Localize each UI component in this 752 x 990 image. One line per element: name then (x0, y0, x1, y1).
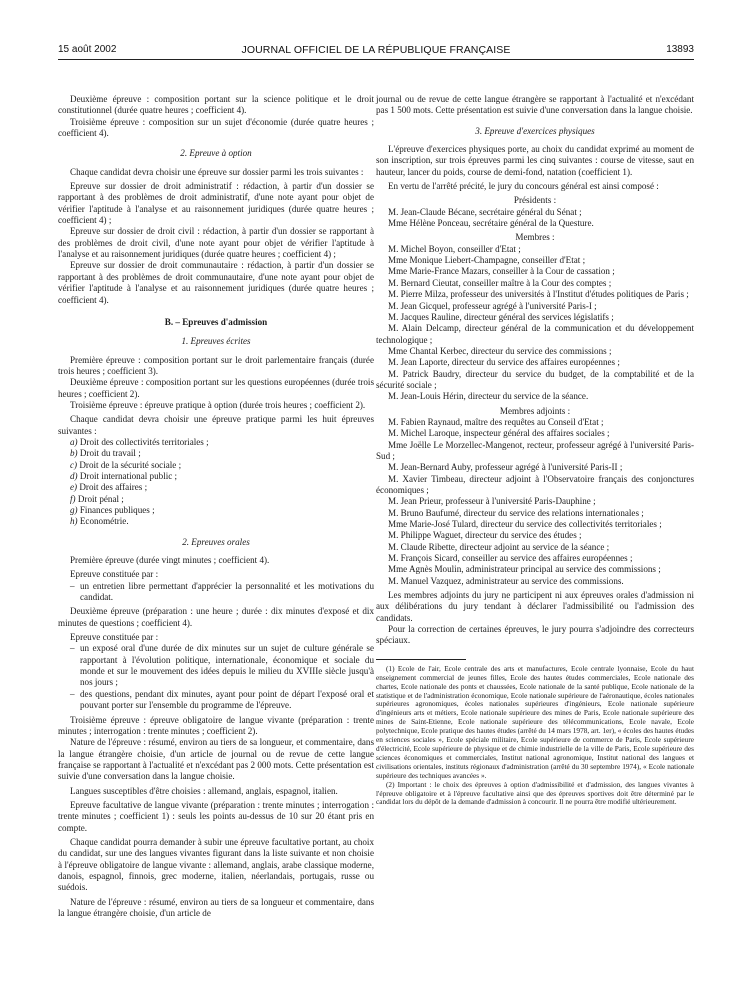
paragraph: Nature de l'épreuve : résumé, environ au tiers de sa longueur, et commentaire, dans la langue étrangère choisie, d'un article de journal ou de revue de cette langue française se rapportant à l'actualité et n'excédant pas 2 000 mots. Cette présentation est suivie d'une conversation dans la langue choisie. (58, 737, 374, 782)
item-letter: b) (70, 448, 78, 459)
list-item (70, 505, 374, 516)
paragraph: Première épreuve : composition portant sur le droit parlementaire français (durée trois heures ; coefficient 3). (58, 354, 374, 376)
jury-group-label: Membres adjoints : (499, 405, 571, 416)
paragraph: L'épreuve d'exercices physiques porte, au choix du candidat exprimé au moment de son inscription, sur trois épreuves parmi les cinq suivantes : course de vitesse, saut en hauteur, lancer du poids, course de demi-fond, natation (coefficient 1). (376, 144, 694, 177)
item-text: Droit des collectivités territoriales ; (79, 436, 209, 447)
section-heading: B. – Epreuves d'admission (164, 316, 268, 327)
item-text: Droit pénal ; (77, 493, 124, 504)
dash-item: – un exposé oral d'une durée de dix minutes sur un sujet de culture générale se rapportant à l'évolution politique, internationale, économique et sociale du monde et sur le mouvement des idées depuis le milieu du XVIIIe siècle jusqu'à nos jours ; (70, 643, 374, 688)
paragraph: Deuxième épreuve : composition portant sur la science politique et le droit constitutionnel (durée quatre heures ; coefficient 4). (58, 94, 374, 116)
journal-title: JOURNAL OFFICIEL DE LA RÉPUBLIQUE FRANÇAISE (241, 44, 511, 56)
paragraph: Troisième épreuve : épreuve pratique à option (durée trois heures ; coefficient 2). (70, 399, 366, 410)
list-item (70, 460, 374, 471)
paragraph: Epreuve constituée par : (70, 569, 159, 580)
item-text: Droit des affaires ; (79, 482, 148, 493)
jury-member: Mme Monique Liebert-Champagne, conseiller d'Etat ; (388, 255, 586, 266)
subsection-heading: 3. Epreuve d'exercices physiques (475, 125, 595, 136)
paragraph: En vertu de l'arrêté précité, le jury du concours général est ainsi composé : (388, 181, 659, 192)
item-letter: c) (70, 459, 78, 470)
jury-member: M. Bernard Cieutat, conseiller maître à la Cour des comptes ; (388, 277, 612, 288)
header-rule (58, 59, 694, 60)
jury-member: Mme Chantal Kerbec, directeur du service des commissions ; (388, 345, 612, 356)
jury-member: M. Claude Ribette, directeur adjoint au service de la séance ; (388, 541, 610, 552)
jury-member: Mme Agnès Moulin, administrateur principal au service des commissions ; (388, 564, 661, 575)
paragraph: Pour la correction de certaines épreuves, le jury pourra s'adjoindre des correcteurs spéciaux. (376, 624, 694, 646)
jury-member: M. Michel Laroque, inspecteur général des affaires sociales ; (388, 428, 610, 439)
jury-member: Mme Joëlle Le Morzellec-Mangenot, recteur, professeur agrégé à l'université Paris-Sud ; (376, 439, 694, 461)
dash-item: – des questions, pendant dix minutes, ayant pour point de départ l'exposé oral et pouvant porter sur l'ensemble du programme de l'épreuve. (70, 689, 374, 712)
paragraph: Deuxième épreuve (préparation : une heure ; durée : dix minutes d'exposé et dix minutes de questions ; coefficient 4). (58, 606, 374, 628)
jury-member: M. Xavier Timbeau, directeur adjoint à l'Observatoire français des conjonctures économiques ; (376, 473, 694, 495)
list-item (70, 448, 374, 459)
list-item (70, 494, 374, 505)
issue-date: 15 août 2002 (58, 44, 117, 55)
list-item (70, 516, 374, 527)
jury-member: M. Manuel Vazquez, administrateur au service des commissions. (388, 575, 624, 586)
jury-member: M. Jean-Claude Bécane, secrétaire général du Sénat ; (388, 206, 582, 217)
subsection-heading: 1. Epreuves écrites (181, 336, 251, 347)
jury-member: M. Jean Gicquel, professeur agrégé à l'université Paris-I ; (388, 300, 597, 311)
item-text: Droit international public ; (79, 470, 178, 481)
jury-member: M. Jean-Louis Hérin, directeur du service de la séance. (388, 391, 589, 402)
paragraph: Chaque candidat devra choisir une épreuve sur dossier parmi les trois suivantes : (70, 166, 364, 177)
jury-member: M. Patrick Baudry, directeur du service du budget, de la comptabilité et de la sécurité sociale ; (376, 368, 694, 390)
option-list (58, 437, 374, 528)
paragraph: Epreuve sur dossier de droit communautaire : rédaction, à partir d'un dossier se rapportant à des problèmes de droit communautaire, d'une note ayant pour objet de vérifier l'aptitude à l'analyse et au raisonnement juridiques (durée quatre heures ; coefficient 4). (58, 260, 374, 305)
dash-item: – un entretien libre permettant d'apprécier la personnalité et les motivations du candidat. (70, 581, 374, 604)
jury-member: M. Jacques Rauline, directeur général des services législatifs ; (388, 311, 614, 322)
list-item (70, 437, 374, 448)
jury-member: M. Alain Delcamp, directeur général de la communication et du développement technologique ; (376, 323, 694, 345)
paragraph: Epreuve facultative de langue vivante (préparation : trente minutes ; interrogation : trente minutes ; coefficient 1) : seuls les points au-dessus de 10 sur 20 étant pris en compte. (58, 799, 374, 833)
item-text: Finances publiques ; (79, 505, 155, 515)
footnotes (376, 665, 694, 808)
dash-list (58, 581, 374, 604)
paragraph: Chaque candidat pourra demander à subir une épreuve facultative portant, au choix du candidat, sur une des langues vivantes figurant dans la liste suivante et non choisie à l'épreuve obligatoire de langue vivante : allemand, anglais, arabe classique moderne, danois, espagnol, finnois, grec moderne, italien, néerlandais, portugais, russe ou suédois. (58, 836, 374, 893)
item-letter: e) (70, 482, 78, 493)
list-item (70, 482, 374, 493)
footnote: (2) Important : le choix des épreuves à option d'admissibilité et d'admission, des langues vivantes à l'épreuve obligatoire et à l'épreuve facultative ainsi que des épreuves sportives doit être déterminé par le candidat lors du dépôt de la demande d'admission à concourir. Il ne pourra être modifié ultérieurement. (376, 779, 694, 807)
footnote: (1) Ecole de l'air, Ecole centrale des arts et manufactures, Ecole centrale lyonnaise, Ecole du haut enseignement commercial de jeunes filles, Ecole des hautes études commerciales, Ecole nationale des chartes, Ecole nationale des ponts et chaussées, Ecole nationale de la santé publique, Ecole nationale de la statistique et de l'administration économique, Ecole nationale supérieure de l'aéronautique, écoles nationales supérieures agronomiques, écoles nationales supérieures d'ingénieurs, Ecole nationale supérieure d'ingénieurs arts et métiers, Ecole nationale supérieure des mines de Paris, Ecole nationale supérieure des mines de Saint-Etienne, Ecole nationale supérieure des télécommunications, Ecole navale, Ecole polytechnique, Ecole pratique des hautes études (arrêté du 14 mars 1978, art. 1er), « écoles des hautes études en sciences sociales », Ecole spéciale militaire, Ecole supérieure de commerce de Paris, Ecole supérieure d'électricité, Ecole supérieure de physique et de chimie industrielle de la ville de Paris, Ecole supérieure des sciences économiques et commerciales, Institut national agronomique, Institut national des langues et civilisations orientales, instituts régionaux d'administration (arrêté du 30 septembre 1974), « Ecole nationale supérieure des techniques avancées ». (376, 663, 694, 780)
paragraph: Epreuve sur dossier de droit civil : rédaction, à partir d'un dossier se rapportant à des problèmes de droit civil, d'une note ayant pour objet de vérifier l'aptitude à l'analyse et au raisonnement juridiques (durée quatre heures ; coefficient 4) ; (58, 226, 374, 260)
paragraph: Chaque candidat devra choisir une épreuve pratique parmi les huit épreuves suivantes : (58, 414, 374, 436)
item-letter: d) (70, 470, 78, 481)
jury-member: M. Pierre Milza, professeur des universités à l'Institut d'études politiques de Paris ; (388, 289, 689, 300)
item-letter: f) (70, 493, 76, 504)
paragraph: Epreuve sur dossier de droit administratif : rédaction, à partir d'un dossier se rapportant à des problèmes de droit administratif, d'une note ayant pour objet de vérifier l'aptitude à l'analyse et au raisonnement juridiques (durée quatre heures ; coefficient 4) ; (58, 181, 374, 226)
paragraph: Les membres adjoints du jury ne participent ni aux épreuves orales d'admission ni aux délibérations du jury tendant à déclarer l'admissibilité ou l'admission des candidats. (376, 590, 694, 623)
paragraph: Deuxième épreuve : composition portant sur les questions européennes (durée trois heures ; coefficient 2). (58, 377, 374, 399)
jury-member: Mme Marie-France Mazars, conseiller à la Cour de cassation ; (388, 266, 615, 277)
paragraph: Epreuve constituée par : (70, 632, 159, 643)
paragraph: Troisième épreuve : épreuve obligatoire de langue vivante (préparation : trente minutes ; interrogation : trente minutes ; coefficient 2). (58, 714, 374, 736)
jury-member: Mme Marie-José Tulard, directeur du service des collectivités territoriales ; (388, 519, 662, 530)
item-letter: h) (70, 516, 78, 527)
list-item (70, 471, 374, 482)
jury-member: M. Fabien Raynaud, maître des requêtes au Conseil d'Etat ; (388, 416, 604, 427)
footnote-rule (376, 659, 466, 660)
jury-member: M. Bruno Baufumé, directeur du service des relations internationales ; (388, 507, 644, 518)
dash-list (58, 643, 374, 711)
section-heading: 2. Epreuve à option (180, 148, 252, 159)
subsection-heading: 2. Epreuves orales (182, 536, 250, 547)
page-header (58, 44, 694, 60)
jury-member: M. Jean Prieur, professeur à l'université Paris-Dauphine ; (388, 496, 596, 507)
page-number: 13893 (666, 44, 694, 55)
paragraph: Troisième épreuve : composition sur un sujet d'économie (durée quatre heures ; coefficient 4). (58, 116, 374, 139)
right-column (376, 94, 694, 807)
jury-member: M. Jean-Bernard Auby, professeur agrégé à l'université Paris-II ; (388, 462, 623, 473)
jury-group-label: Présidents : (513, 195, 557, 206)
jury-member: M. Michel Boyon, conseiller d'Etat ; (388, 243, 521, 254)
item-text: Droit du travail ; (79, 448, 141, 459)
jury-group-label: Membres : (515, 232, 555, 243)
jury-member: M. Jean Laporte, directeur du service des affaires européennes ; (388, 357, 620, 368)
paragraph: Langues susceptibles d'être choisies : allemand, anglais, espagnol, italien. (70, 785, 338, 796)
paragraph: journal ou de revue de cette langue étrangère se rapportant à l'actualité et n'excédant pas 1 500 mots. Cette présentation est suivie d'une conversation dans la langue choisie. (376, 94, 694, 116)
paragraph: Première épreuve (durée vingt minutes ; coefficient 4). (70, 555, 270, 566)
item-text: Droit de la sécurité sociale ; (79, 459, 182, 470)
jury-member: M. Philippe Waguet, directeur du service des études ; (388, 530, 582, 541)
jury-member: M. François Sicard, conseiller au service des affaires européennes ; (388, 553, 633, 564)
item-text: Econométrie. (79, 516, 129, 527)
paragraph: Nature de l'épreuve : résumé, environ au tiers de sa longueur et commentaire, dans la langue étrangère choisie, d'un article de (58, 896, 374, 918)
item-letter: g) (70, 505, 78, 515)
left-column (58, 94, 374, 919)
item-letter: a) (70, 436, 78, 447)
jury-member: Mme Hélène Ponceau, secrétaire général de la Questure. (388, 218, 594, 229)
